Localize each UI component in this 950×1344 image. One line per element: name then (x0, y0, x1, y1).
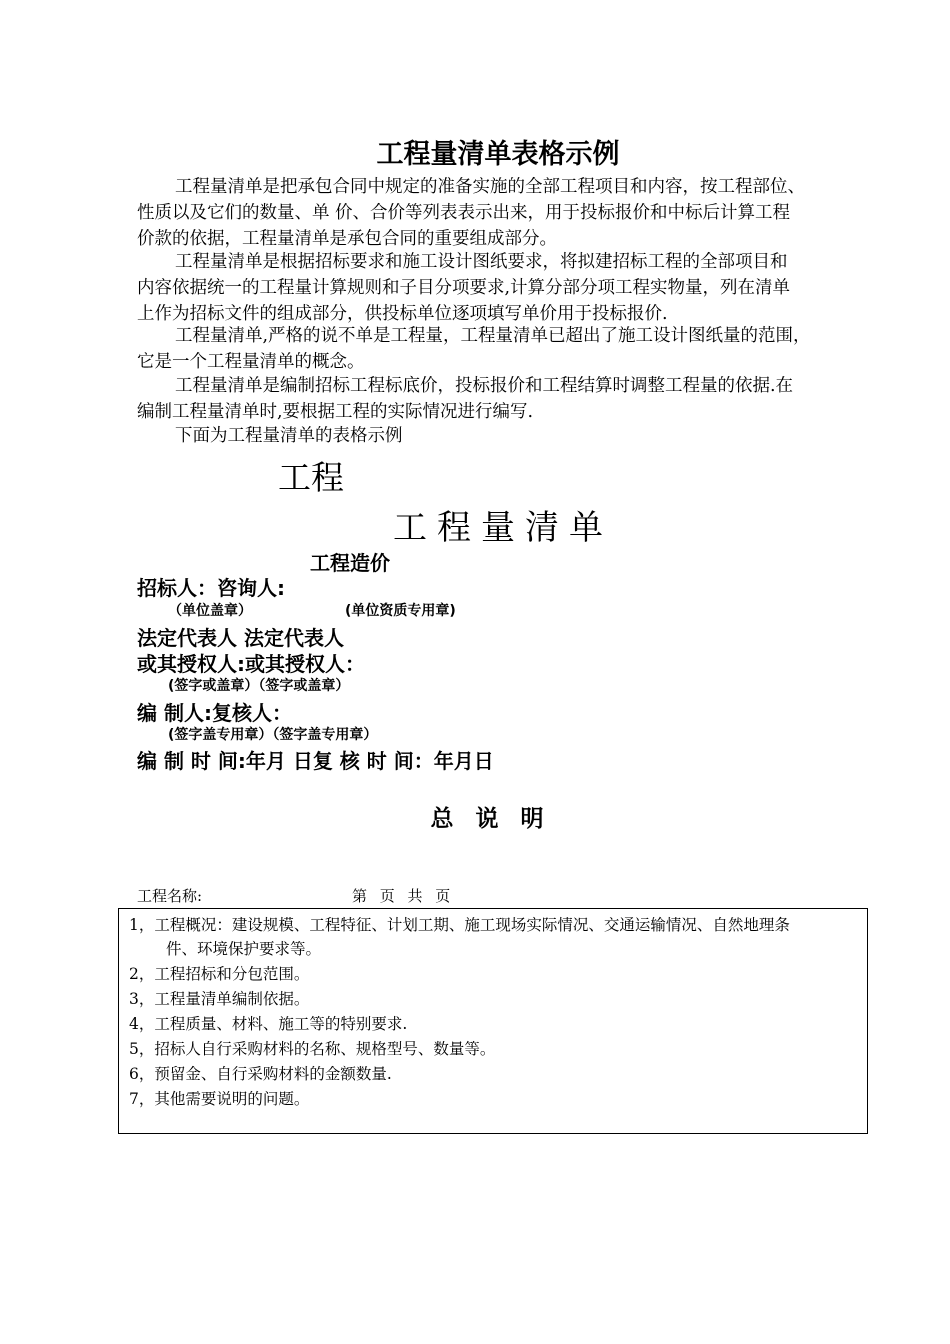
intro-paragraph-5 (137, 423, 865, 449)
summary-box (118, 908, 868, 1134)
cover-main-title: 工程量清单 (393, 508, 613, 548)
paragraph-line: 价款的依据，工程量清单是承包合同的重要组成部分。 (137, 229, 557, 249)
item-number: 3， (129, 990, 155, 1008)
paragraph-line: 性质以及它们的数量、单 价、合价等列表表示出来，用于投标报价和中标后计算工程 (137, 203, 791, 223)
paragraph-line: 编制工程量清单时,要根据工程的实际情况进行编写. (137, 402, 534, 422)
summary-item-3 (129, 987, 309, 1009)
intro-paragraph-3 (137, 323, 865, 375)
item-text: 工程量清单编制依据。 (154, 990, 310, 1008)
paragraph-line: 工程量清单,严格的说不单是工程量，工程量清单已超出了施工设计图纸量的范围， (175, 326, 811, 346)
intro-paragraph-4 (137, 373, 865, 425)
summary-item-5 (129, 1037, 495, 1059)
cover-small-title: 工程 (278, 458, 344, 497)
item-number: 7， (129, 1090, 155, 1108)
intro-paragraph-2 (137, 249, 865, 327)
paragraph-line: 内容依据统一的工程量计算规则和子目分项要求,计算分部分项工程实物量，列在清单 (137, 278, 791, 298)
item-text: 工程招标和分包范围。 (154, 965, 310, 983)
item-number: 6， (129, 1065, 155, 1083)
item-text: 工程概况：建设规模、工程特征、计划工期、施工现场实际情况、交通运输情况、自然地理条 (154, 916, 790, 934)
document-title: 工程量清单表格示例 (376, 139, 620, 170)
summary-item-1-continuation: 件、环境保护要求等。 (166, 940, 322, 958)
paragraph-line: 工程量清单是根据招标要求和施工设计图纸要求，将拟建招标工程的全部项目和 (175, 252, 788, 272)
preparer-line: 编 制人:复核人： (137, 701, 292, 725)
summary-item-1 (129, 913, 790, 935)
project-name-label: 工程名称: (137, 887, 203, 905)
item-text: 其他需要说明的问题。 (154, 1090, 310, 1108)
item-text: 预留金、自行采购材料的金额数量. (154, 1065, 392, 1083)
qualification-seal-note: (单位资质专用章) (345, 603, 456, 619)
summary-item-6 (129, 1062, 392, 1084)
item-text: 招标人自行采购材料的名称、规格型号、数量等。 (154, 1040, 496, 1058)
item-number: 1， (129, 916, 155, 934)
signature-note-2: (签字盖专用章）（签字盖专用章） (168, 727, 378, 743)
paragraph-line: 下面为工程量清单的表格示例 (175, 426, 403, 446)
paragraph-line: 工程量清单是把承包合同中规定的准备实施的全部工程项目和内容，按工程部位、 (175, 177, 805, 197)
item-number: 2， (129, 965, 155, 983)
page-counter: 第 页 共 页 (352, 887, 451, 905)
item-number: 4， (129, 1015, 155, 1033)
dates-line: 编 制 时 间:年月 日复 核 时 间：年月日 (137, 749, 494, 773)
intro-paragraph-1 (137, 174, 865, 252)
unit-seal-note: （单位盖章） (168, 603, 252, 619)
cover-subtitle: 工程造价 (310, 551, 390, 575)
item-text: 工程质量、材料、施工等的特别要求. (154, 1015, 408, 1033)
paragraph-line: 工程量清单是编制招标工程标底价，投标报价和工程结算时调整工程量的依据.在 (175, 376, 794, 396)
item-number: 5， (129, 1040, 155, 1058)
tenderer-line: 招标人：咨询人: (137, 576, 285, 600)
signature-note-1: (签字或盖章）（签字或盖章） (168, 678, 350, 694)
summary-heading: 总说明 (430, 806, 566, 832)
legal-representative-line: 法定代表人 法定代表人 (137, 626, 344, 650)
paragraph-line: 它是一个工程量清单的概念。 (137, 352, 365, 372)
summary-item-7 (129, 1087, 309, 1109)
authorized-person-line: 或其授权人:或其授权人： (137, 652, 365, 676)
summary-item-2 (129, 962, 309, 984)
summary-item-4 (129, 1012, 407, 1034)
paragraph-line: 上作为招标文件的组成部分，供投标单位逐项填写单价用于投标报价. (137, 304, 668, 324)
